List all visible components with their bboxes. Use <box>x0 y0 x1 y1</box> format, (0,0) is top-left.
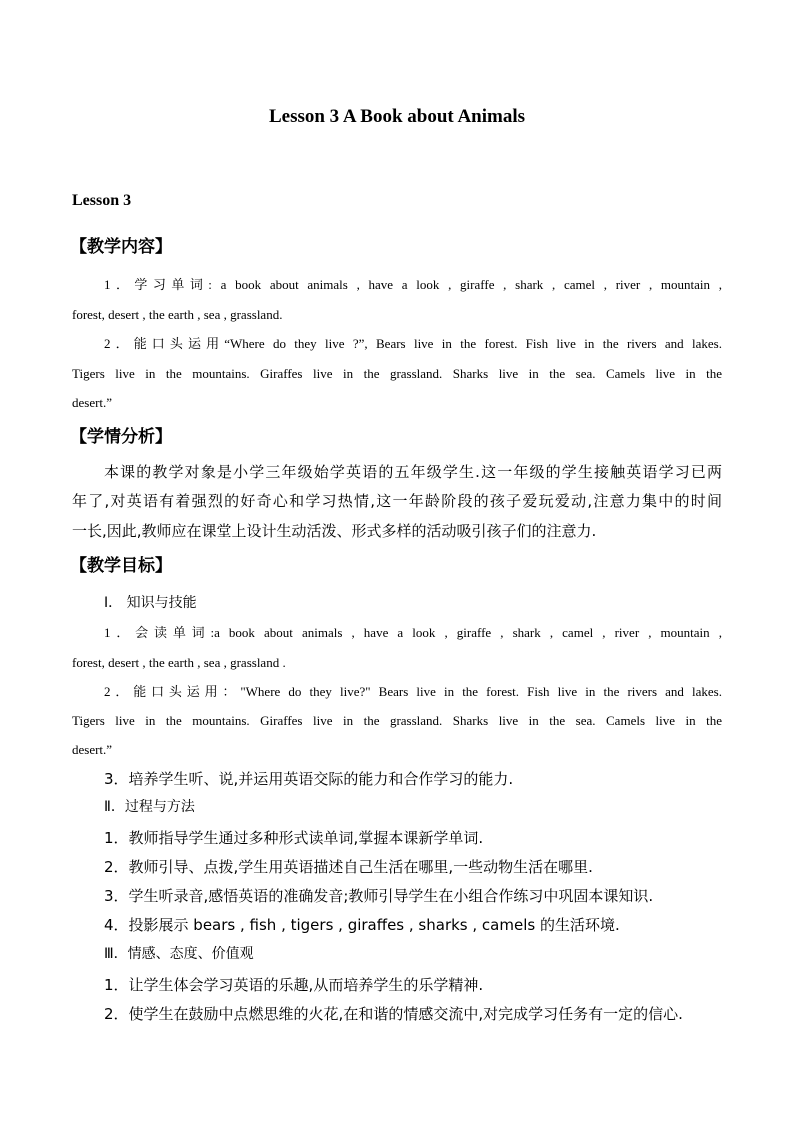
section-heading-analysis: 【学情分析】 <box>70 427 172 447</box>
goals-line-a4: Tigers live in the mountains. Giraffes live in the grassland. Sharks live in the sea. Camels live in the <box>72 713 722 728</box>
goals-line-c1: 1．让学生体会学习英语的乐趣,从而培养学生的乐学精神. <box>104 976 484 994</box>
goals-line-a3: 2．能口头运用："Where do they live?" Bears live in the forest. Fish live in the rivers and lakes. <box>104 684 722 699</box>
goals-subheading-attitude: Ⅲ．情感、态度、价值观 <box>104 946 254 962</box>
goals-line-c2: 2．使学生在鼓励中点燃思维的火花,在和谐的情感交流中,对完成学习任务有一定的信心. <box>104 1005 683 1023</box>
goals-line-b3: 3．学生听录音,感悟英语的准确发音;教师引导学生在小组合作练习中巩固本课知识. <box>104 887 654 905</box>
goals-line-a5: desert.” <box>72 742 113 757</box>
lesson-subtitle: Lesson 3 <box>72 192 132 209</box>
content-line-4: Tigers live in the mountains. Giraffes live in the grassland. Sharks live in the sea. Camels live in the <box>72 366 722 381</box>
section-heading-goals: 【教学目标】 <box>70 556 172 576</box>
goals-line-b2: 2．教师引导、点拨,学生用英语描述自己生活在哪里,一些动物生活在哪里. <box>104 858 593 876</box>
goals-line-b4: 4．投影展示 bears , fish , tigers , giraffes , sharks , camels 的生活环境. <box>104 916 620 934</box>
content-line-5: desert.” <box>72 395 113 410</box>
analysis-line-1: 本课的教学对象是小学三年级始学英语的五年级学生.这一年级的学生接触英语学习已两 <box>104 463 722 481</box>
document-title: Lesson 3 A Book about Animals <box>268 106 526 127</box>
goals-subheading-process: Ⅱ．过程与方法 <box>104 799 195 815</box>
goals-line-a1: 1．会读单词:a book about animals , have a look , giraffe , shark , camel , river , mountain , <box>104 625 722 640</box>
content-line-2: forest, desert , the earth , sea , grassland. <box>72 307 283 322</box>
content-line-3: 2．能口头运用“Where do they live ?”, Bears live in the forest. Fish live in the rivers and lakes. <box>104 336 722 351</box>
goals-subheading-knowledge: Ⅰ． 知识与技能 <box>104 595 197 611</box>
content-line-1: 1．学习单词: a book about animals , have a look , giraffe , shark , camel , river , mountain , <box>104 277 722 292</box>
section-heading-content: 【教学内容】 <box>70 237 172 257</box>
analysis-line-2: 年了,对英语有着强烈的好奇心和学习热情,这一年龄阶段的孩子爱玩爱动,注意力集中的时间 <box>72 492 722 510</box>
goals-line-a2: forest, desert , the earth , sea , grassland . <box>72 655 286 670</box>
goals-line-a6: 3．培养学生听、说,并运用英语交际的能力和合作学习的能力. <box>104 770 514 788</box>
analysis-line-3: 一长,因此,教师应在课堂上设计生动活泼、形式多样的活动吸引孩子们的注意力. <box>72 522 597 540</box>
goals-line-b1: 1．教师指导学生通过多种形式读单词,掌握本课新学单词. <box>104 829 484 847</box>
